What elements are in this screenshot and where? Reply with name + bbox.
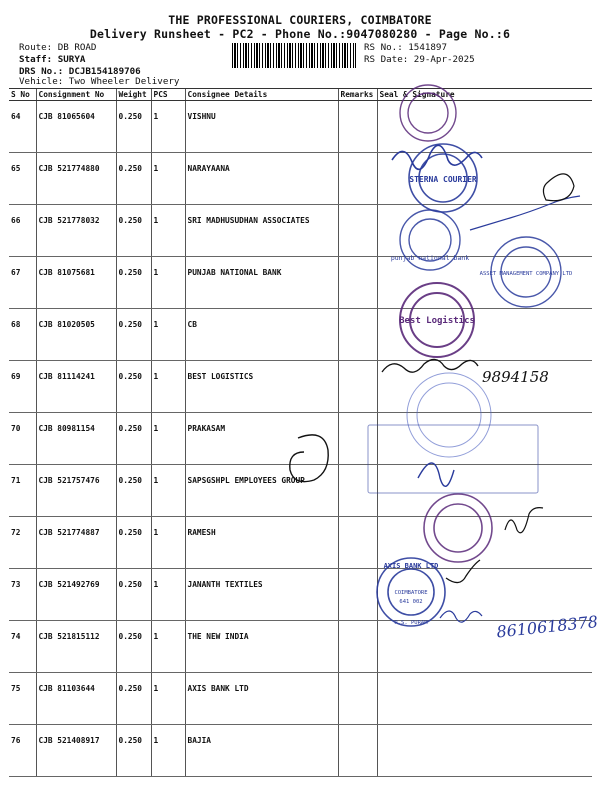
cell-sno: 74 xyxy=(9,621,36,673)
cell-remarks xyxy=(338,569,377,621)
cell-sno: 72 xyxy=(9,517,36,569)
rs-number: RS No.: 1541897 xyxy=(364,42,447,53)
cell-consignment: CJB 81075681 xyxy=(36,257,116,309)
cell-remarks xyxy=(338,101,377,153)
cell-remarks xyxy=(338,621,377,673)
cell-weight: 0.250 xyxy=(116,673,151,725)
cell-remarks xyxy=(338,361,377,413)
cell-consignee: BAJIA xyxy=(185,725,338,777)
cell-signature xyxy=(377,517,592,569)
courier-stamp-text: STERNA COURIER xyxy=(409,175,477,184)
cell-consignee: CB xyxy=(185,309,338,361)
axis-area-text: R.S. PURAM xyxy=(394,620,428,626)
cell-consignment: CJB 521815112 xyxy=(36,621,116,673)
cell-consignment: CJB 521492769 xyxy=(36,569,116,621)
col-header-weight: Weight xyxy=(116,89,151,101)
handwritten-number: 8610618378 xyxy=(495,611,599,642)
col-header-signature: Seal & Signature xyxy=(377,89,592,101)
cell-sno: 73 xyxy=(9,569,36,621)
cell-pcs: 1 xyxy=(151,205,185,257)
cell-weight: 0.250 xyxy=(116,101,151,153)
cell-weight: 0.250 xyxy=(116,725,151,777)
cell-pcs: 1 xyxy=(151,673,185,725)
cell-sno: 75 xyxy=(9,673,36,725)
cell-signature xyxy=(377,465,592,517)
table-header-row xyxy=(9,89,592,101)
cell-weight: 0.250 xyxy=(116,153,151,205)
cell-weight: 0.250 xyxy=(116,621,151,673)
cell-consignment: CJB 80981154 xyxy=(36,413,116,465)
cell-weight: 0.250 xyxy=(116,309,151,361)
vehicle-label: Vehicle: Two Wheeler Delivery xyxy=(19,76,180,87)
cell-signature xyxy=(377,153,592,205)
table-row xyxy=(9,153,592,205)
cell-signature xyxy=(377,673,592,725)
cell-consignee: THE NEW INDIA xyxy=(185,621,338,673)
col-header-sno: S No xyxy=(9,89,36,101)
cell-signature xyxy=(377,725,592,777)
cell-sno: 76 xyxy=(9,725,36,777)
cell-pcs: 1 xyxy=(151,517,185,569)
cell-weight: 0.250 xyxy=(116,205,151,257)
cell-remarks xyxy=(338,725,377,777)
cell-consignment: CJB 521757476 xyxy=(36,465,116,517)
rs-date: RS Date: 29-Apr-2025 xyxy=(364,54,475,65)
cell-weight: 0.250 xyxy=(116,413,151,465)
cell-consignment: CJB 521774880 xyxy=(36,153,116,205)
cell-remarks xyxy=(338,309,377,361)
cell-pcs: 1 xyxy=(151,725,185,777)
cell-remarks xyxy=(338,465,377,517)
cell-consignee: BEST LOGISTICS xyxy=(185,361,338,413)
cell-remarks xyxy=(338,257,377,309)
cell-weight: 0.250 xyxy=(116,257,151,309)
cell-signature xyxy=(377,569,592,621)
cell-consignment: CJB 521408917 xyxy=(36,725,116,777)
col-header-consignee: Consignee Details xyxy=(185,89,338,101)
table-row xyxy=(9,465,592,517)
cell-weight: 0.250 xyxy=(116,569,151,621)
table-row xyxy=(9,725,592,777)
cell-sno: 70 xyxy=(9,413,36,465)
cell-remarks xyxy=(338,517,377,569)
cell-consignment: CJB 521774887 xyxy=(36,517,116,569)
runsheet-title: Delivery Runsheet - PC2 - Phone No.:9047080280 - Page No.:6 xyxy=(89,27,511,41)
col-header-consignment: Consignment No xyxy=(36,89,116,101)
runsheet-table xyxy=(9,88,592,777)
cell-pcs: 1 xyxy=(151,361,185,413)
table-row xyxy=(9,413,592,465)
table-row xyxy=(9,309,592,361)
company-stamp-text: ASSET MANAGEMENT COMPANY LTD xyxy=(479,271,573,277)
cell-signature xyxy=(377,205,592,257)
cell-weight: 0.250 xyxy=(116,361,151,413)
cell-sno: 68 xyxy=(9,309,36,361)
cell-signature xyxy=(377,101,592,153)
cell-pcs: 1 xyxy=(151,101,185,153)
col-header-remarks: Remarks xyxy=(338,89,377,101)
table-row xyxy=(9,205,592,257)
cell-consignment: CJB 81103644 xyxy=(36,673,116,725)
route-label: Route: DB ROAD xyxy=(19,42,97,53)
cell-consignee: AXIS BANK LTD xyxy=(185,673,338,725)
cell-pcs: 1 xyxy=(151,153,185,205)
cell-signature xyxy=(377,413,592,465)
cell-pcs: 1 xyxy=(151,413,185,465)
cell-signature xyxy=(377,309,592,361)
axis-branch-text: COIMBATORE xyxy=(394,590,428,596)
cell-signature xyxy=(377,361,592,413)
table-row xyxy=(9,569,592,621)
table-row xyxy=(9,361,592,413)
cell-signature xyxy=(377,257,592,309)
bank-stamp-text: punjab national bank xyxy=(390,254,470,262)
table-row xyxy=(9,257,592,309)
cell-sno: 66 xyxy=(9,205,36,257)
cell-weight: 0.250 xyxy=(116,517,151,569)
table-row xyxy=(9,621,592,673)
cell-consignee: SRI MADHUSUDHAN ASSOCIATES xyxy=(185,205,338,257)
cell-consignee: PRAKASAM xyxy=(185,413,338,465)
cell-pcs: 1 xyxy=(151,569,185,621)
cell-consignee: VISHNU xyxy=(185,101,338,153)
cell-consignee: JANANTH TEXTILES xyxy=(185,569,338,621)
cell-sno: 69 xyxy=(9,361,36,413)
cell-consignment: CJB 521778032 xyxy=(36,205,116,257)
logistics-stamp-text: Best Logistics xyxy=(399,316,475,326)
cell-weight: 0.250 xyxy=(116,465,151,517)
cell-consignee: PUNJAB NATIONAL BANK xyxy=(185,257,338,309)
col-header-pcs: PCS xyxy=(151,89,185,101)
cell-sno: 71 xyxy=(9,465,36,517)
cell-consignment: CJB 81020505 xyxy=(36,309,116,361)
cell-consignment: CJB 81114241 xyxy=(36,361,116,413)
cell-sno: 64 xyxy=(9,101,36,153)
cell-consignment: CJB 81065604 xyxy=(36,101,116,153)
drs-number: DRS No.: DCJB154189706 xyxy=(19,66,141,77)
staff-label: Staff: SURYA xyxy=(19,54,86,65)
axis-pin-text: 641 002 xyxy=(399,599,423,605)
cell-consignee: RAMESH xyxy=(185,517,338,569)
table-row xyxy=(9,101,592,153)
cell-pcs: 1 xyxy=(151,465,185,517)
cell-consignee: NARAYAANA xyxy=(185,153,338,205)
barcode xyxy=(232,43,356,68)
table-row xyxy=(9,517,592,569)
cell-remarks xyxy=(338,413,377,465)
cell-remarks xyxy=(338,673,377,725)
cell-sno: 65 xyxy=(9,153,36,205)
cell-pcs: 1 xyxy=(151,621,185,673)
cell-remarks xyxy=(338,205,377,257)
cell-remarks xyxy=(338,153,377,205)
handwritten-phone: 9894158 xyxy=(482,368,549,386)
cell-sno: 67 xyxy=(9,257,36,309)
cell-consignee: SAPSGSHPL EMPLOYEES GROUP xyxy=(185,465,338,517)
axis-stamp-text: AXIS BANK LTD xyxy=(383,562,439,570)
cell-pcs: 1 xyxy=(151,309,185,361)
company-title: THE PROFESSIONAL COURIERS, COIMBATORE xyxy=(168,13,432,27)
cell-signature xyxy=(377,621,592,673)
table-row xyxy=(9,673,592,725)
cell-pcs: 1 xyxy=(151,257,185,309)
